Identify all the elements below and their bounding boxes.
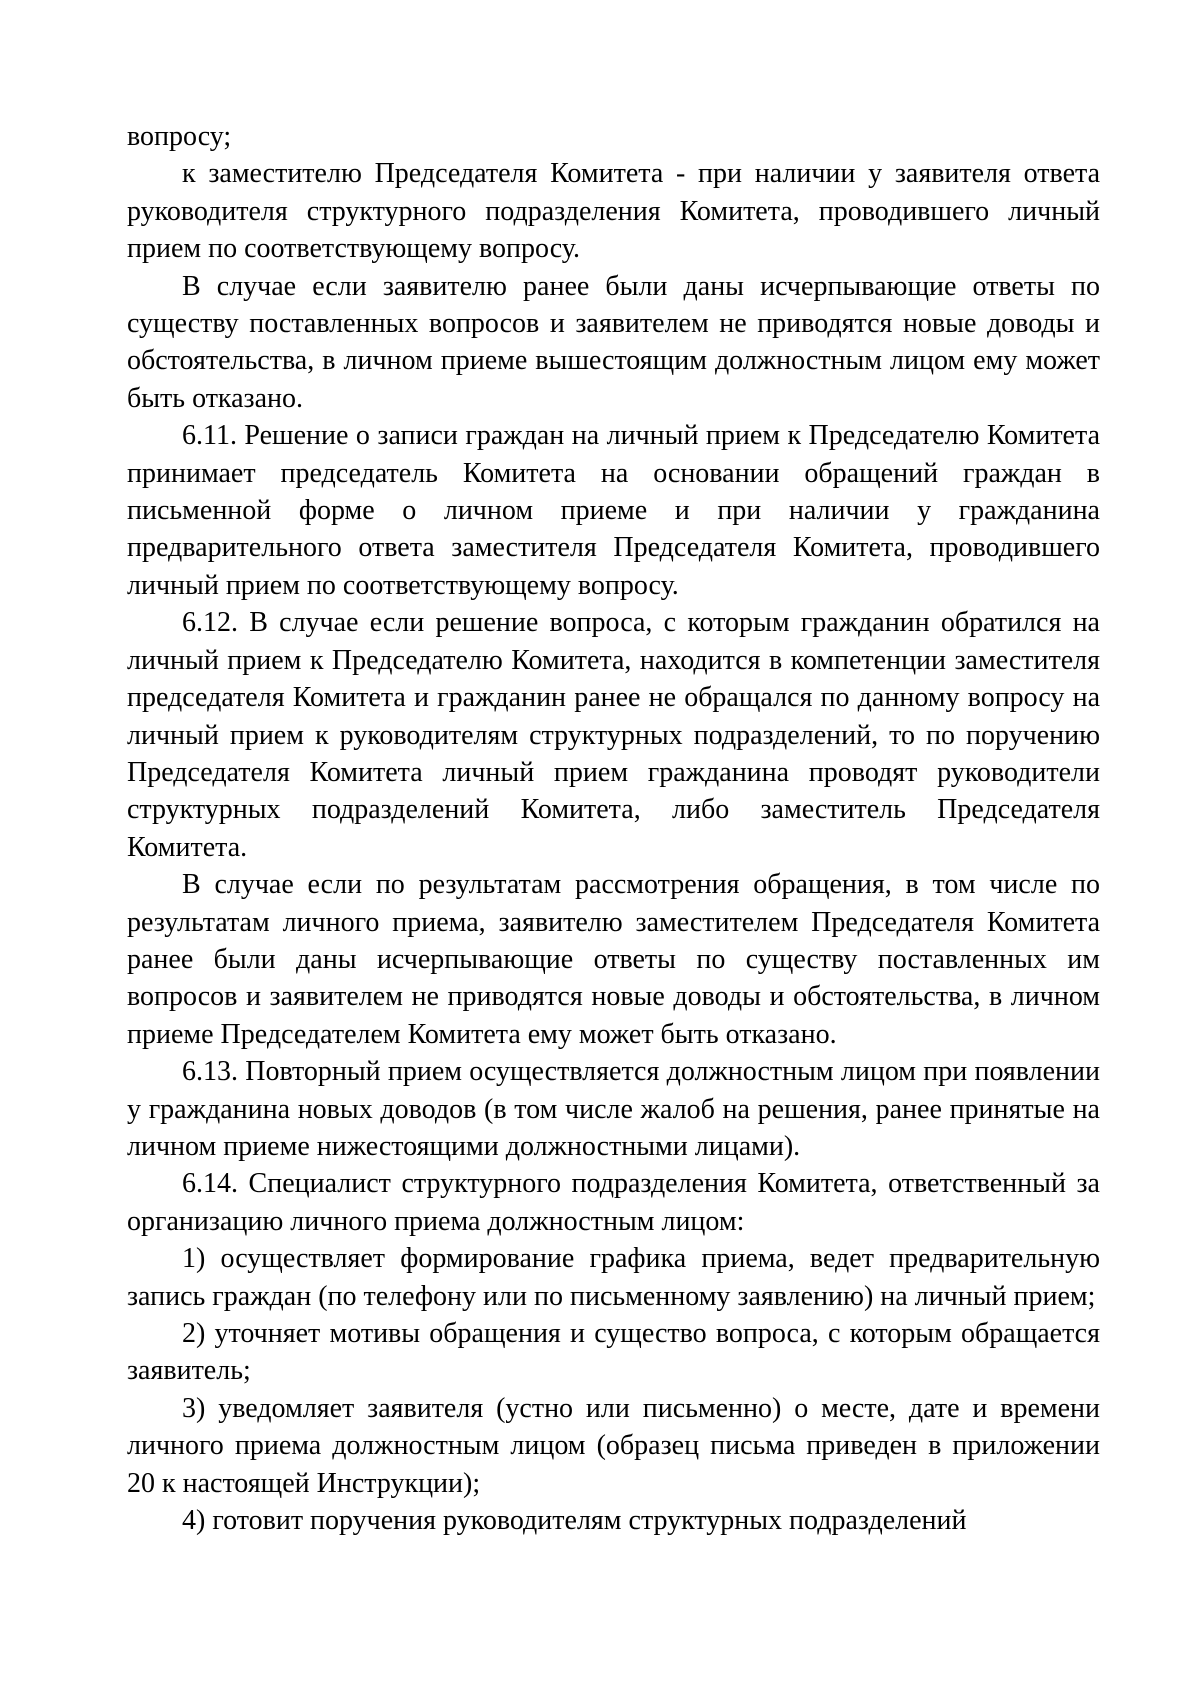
- paragraph-deputy-chairman: к заместителю Председателя Комитета - при наличии у заявителя ответа руководителя структурного подразделения Комитета, проводившего личный прием по соответствующему вопросу.: [127, 158, 1100, 265]
- paragraph-refusal-higher-official: В случае если заявителю ранее были даны исчерпывающие ответы по существу поставленных вопросов и заявителем не приводятся новые доводы и обстоятельства, в личном приеме вышестоящим должностным лицом ему может быть отказано.: [127, 270, 1100, 414]
- paragraph-continuation: вопросу;: [127, 121, 232, 152]
- list-item-1: 1) осуществляет формирование графика приема, ведет предварительную запись граждан (по телефону или по письменному заявлению) на личный прием;: [127, 1243, 1100, 1312]
- paragraph-6-13: 6.13. Повторный прием осуществляется должностным лицом при появлении у гражданина новых доводов (в том числе жалоб на решения, ранее принятые на личном приеме нижестоящими должностными лицами).: [127, 1056, 1100, 1162]
- list-item-2: 2) уточняет мотивы обращения и существо вопроса, с которым обращается заявитель;: [127, 1318, 1100, 1387]
- list-item-3: 3) уведомляет заявителя (устно или письменно) о месте, дате и времени личного приема должностным лицом (образец письма приведен в приложении 20 к настоящей Инструкции);: [127, 1392, 1100, 1499]
- list-item-4: 4) готовит поручения руководителям структурных подразделений: [182, 1505, 967, 1537]
- paragraph-6-11: 6.11. Решение о записи граждан на личный прием к Председателю Комитета принимает председатель Комитета на основании обращений граждан в письменной форме о личном приеме и при наличии у гражданина предварительного ответа заместителя Председателя Комитета, проводившего личный прием по соответствующему вопросу.: [127, 420, 1100, 601]
- paragraph-6-14: 6.14. Специалист структурного подразделения Комитета, ответственный за организацию личного приема должностным лицом:: [127, 1168, 1100, 1237]
- paragraph-6-12: 6.12. В случае если решение вопроса, с которым гражданин обратился на личный прием к Председателю Комитета, находится в компетенции заместителя председателя Комитета и гражданин ранее не обращался по данному вопросу на личный прием к руководителям структурных подразделений, то по поручению Председателя Комитета личный прием гражданина проводят руководители структурных подразделений Комитета, либо заместитель Председателя Комитета.: [127, 607, 1100, 863]
- paragraph-refusal-chairman: В случае если по результатам рассмотрения обращения, в том числе по результатам личного приема, заявителю заместителем Председателя Комитета ранее были даны исчерпывающие ответы по существу поставленных им вопросов и заявителем не приводятся новые доводы и обстоятельства, в личном приеме Председателем Комитета ему может быть отказано.: [127, 869, 1100, 1050]
